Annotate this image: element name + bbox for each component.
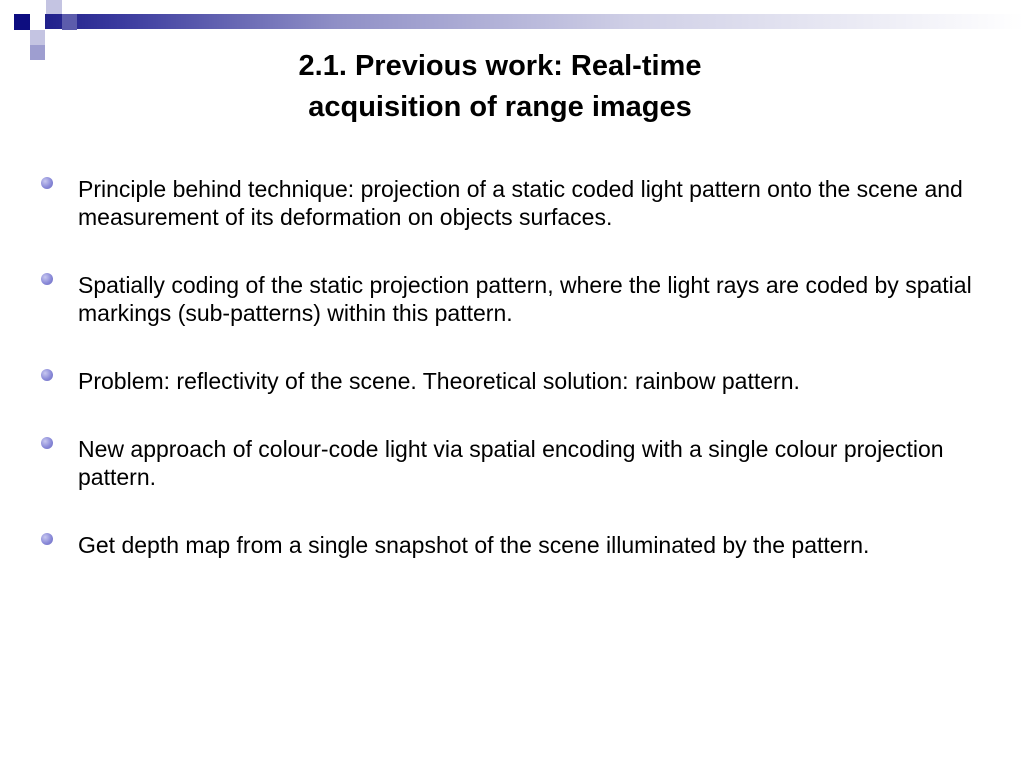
decoration-square (62, 14, 77, 30)
decoration-square (30, 14, 45, 30)
bullet-dot-icon (41, 369, 53, 381)
bullet-list (38, 175, 998, 599)
decoration-square (62, 0, 77, 14)
bullet-text: Spatially coding of the static projection pattern, where the light rays are coded by spatial markings (sub-patterns) within this pattern. (78, 272, 972, 326)
decoration-square (14, 14, 30, 30)
slide-title-line: 2.1. Previous work: Real-time (298, 50, 702, 82)
bullet-text: New approach of colour-code light via spatial encoding with a single colour projection pattern. (78, 436, 944, 490)
header-decoration-band (40, 14, 1024, 29)
decoration-square (30, 0, 45, 14)
bullet-item (38, 367, 998, 395)
decoration-square (46, 30, 62, 45)
bullet-dot-icon (41, 273, 53, 285)
bullet-text: Principle behind technique: projection of a static coded light pattern onto the scene and measurement of its deformation on objects surfaces. (78, 176, 963, 230)
bullet-text: Problem: reflectivity of the scene. Theoretical solution: rainbow pattern. (78, 368, 800, 394)
decoration-square (46, 0, 62, 14)
bullet-item (38, 531, 998, 559)
bullet-dot-icon (41, 533, 53, 545)
bullet-item (38, 271, 998, 327)
decoration-square (14, 30, 30, 45)
bullet-item (38, 175, 998, 231)
bullet-item (38, 435, 998, 491)
bullet-dot-icon (41, 177, 53, 189)
slide-title (100, 46, 900, 128)
decoration-square (30, 45, 45, 60)
slide-title-line: acquisition of range images (308, 91, 692, 123)
bullet-text: Get depth map from a single snapshot of the scene illuminated by the pattern. (78, 532, 870, 558)
bullet-dot-icon (41, 437, 53, 449)
decoration-square (30, 30, 45, 45)
